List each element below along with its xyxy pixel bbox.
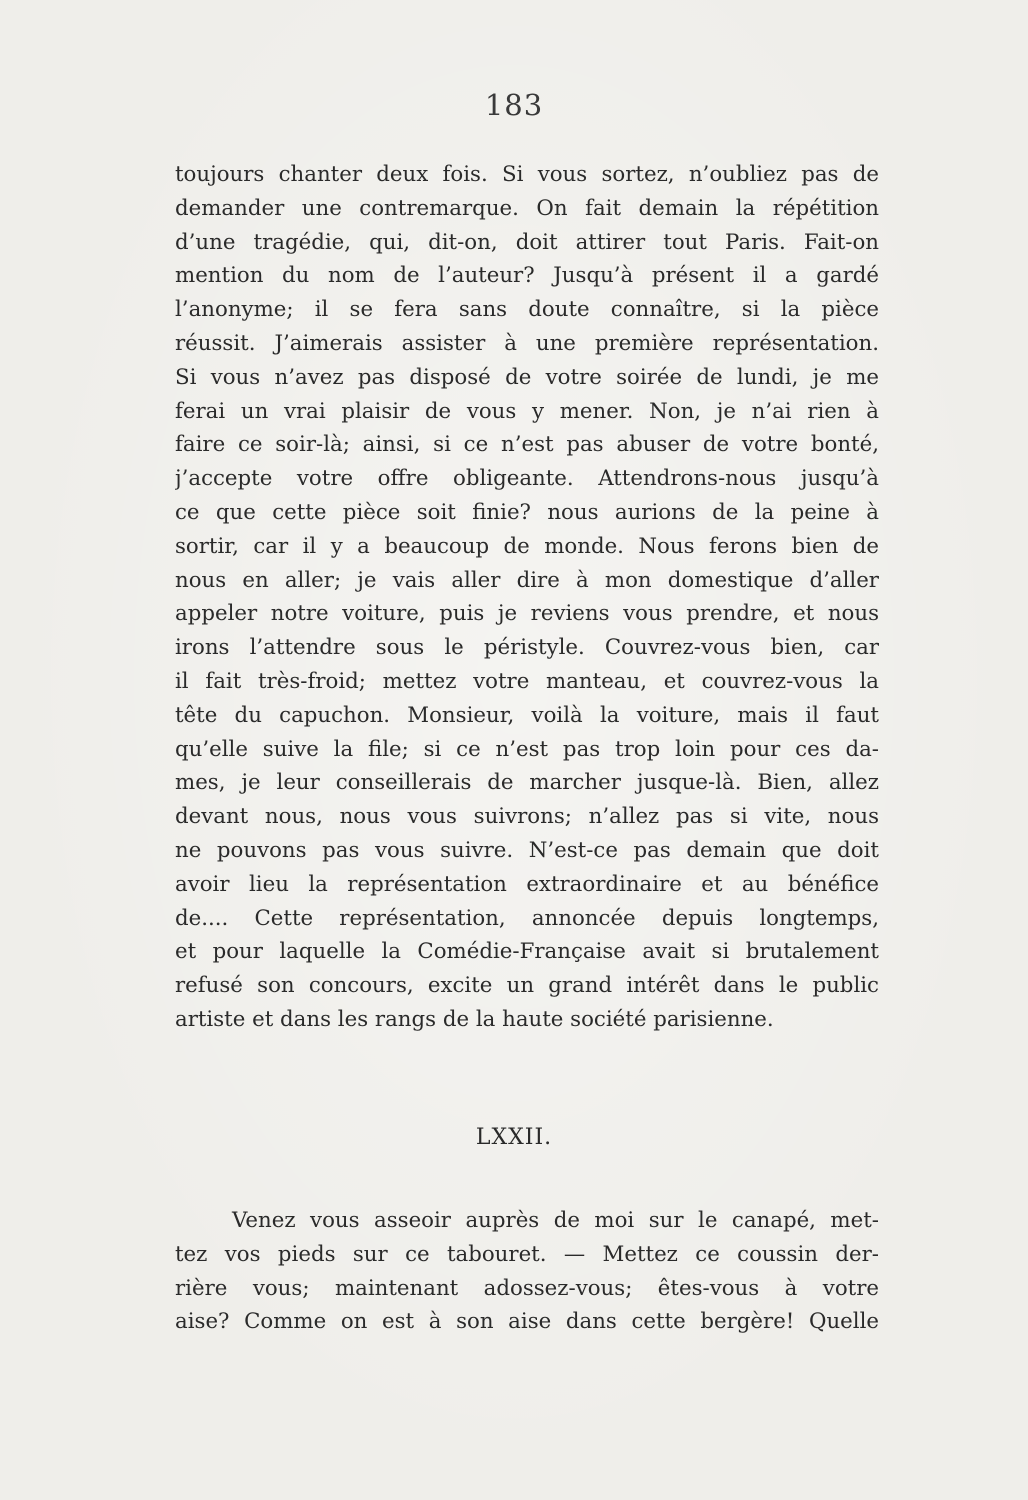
text-line: faire ce soir-là; ainsi, si ce n’est pas abuser de votre bonté,	[175, 432, 879, 458]
text-line: j’accepte votre offre obligeante. Attendrons-nous jusqu’à	[175, 466, 879, 492]
text-line: réussit. J’aimerais assister à une première représentation.	[175, 330, 879, 356]
text-line: aise? Comme on est à son aise dans cette bergère! Quelle	[175, 1309, 879, 1335]
text-line: mes, je leur conseillerais de marcher jusque-là. Bien, allez	[175, 770, 879, 796]
text-line: Venez vous asseoir auprès de moi sur le canapé, met-	[232, 1208, 879, 1233]
text-line: rière vous; maintenant adossez-vous; êtes-vous à votre	[175, 1275, 879, 1301]
chapter-heading: LXXII.	[475, 1125, 553, 1150]
text-line: nous en aller; je vais aller dire à mon domestique d’aller	[175, 567, 879, 593]
text-line: il fait très-froid; mettez votre manteau, et couvrez-vous la	[175, 668, 879, 694]
text-line: devant nous, nous vous suivrons; n’allez pas si vite, nous	[175, 804, 879, 830]
text-line: irons l’attendre sous le péristyle. Couvrez-vous bien, car	[175, 635, 879, 661]
text-line: refusé son concours, excite un grand intérêt dans le public	[175, 973, 879, 999]
text-line: artiste et dans les rangs de la haute société parisienne.	[175, 1006, 774, 1032]
text-line: ferai un vrai plaisir de vous y mener. Non, je n’ai rien à	[175, 398, 879, 424]
text-line: toujours chanter deux fois. Si vous sortez, n’oubliez pas de	[175, 162, 879, 187]
text-line: Si vous n’avez pas disposé de votre soirée de lundi, je me	[175, 364, 879, 390]
paragraph-2	[175, 1204, 879, 1339]
text-line: tête du capuchon. Monsieur, voilà la voiture, mais il faut	[175, 702, 879, 728]
text-line: demander une contremarque. On fait demain la répétition	[175, 195, 879, 221]
text-line: d’une tragédie, qui, dit-on, doit attirer tout Paris. Fait-on	[175, 229, 879, 255]
text-line: mention du nom de l’auteur? Jusqu’à présent il a gardé	[175, 263, 879, 289]
text-line: avoir lieu la représentation extraordinaire et au bénéfice	[175, 871, 879, 897]
page-number: 183	[484, 88, 544, 122]
text-line: qu’elle suive la file; si ce n’est pas trop loin pour ces da-	[175, 736, 879, 762]
text-line: tez vos pieds sur ce tabouret. — Mettez ce coussin der-	[175, 1241, 879, 1267]
text-line: l’anonyme; il se fera sans doute connaître, si la pièce	[175, 297, 879, 323]
text-line: sortir, car il y a beaucoup de monde. Nous ferons bien de	[175, 533, 879, 559]
text-line: et pour laquelle la Comédie-Française avait si brutalement	[175, 939, 879, 965]
text-line: ne pouvons pas vous suivre. N’est-ce pas demain que doit	[175, 837, 879, 863]
text-line: de.... Cette représentation, annoncée depuis longtemps,	[175, 905, 879, 931]
text-line: ce que cette pièce soit finie? nous aurions de la peine à	[175, 499, 879, 525]
text-line: appeler notre voiture, puis je reviens vous prendre, et nous	[175, 601, 879, 627]
paragraph-1	[175, 158, 879, 1037]
